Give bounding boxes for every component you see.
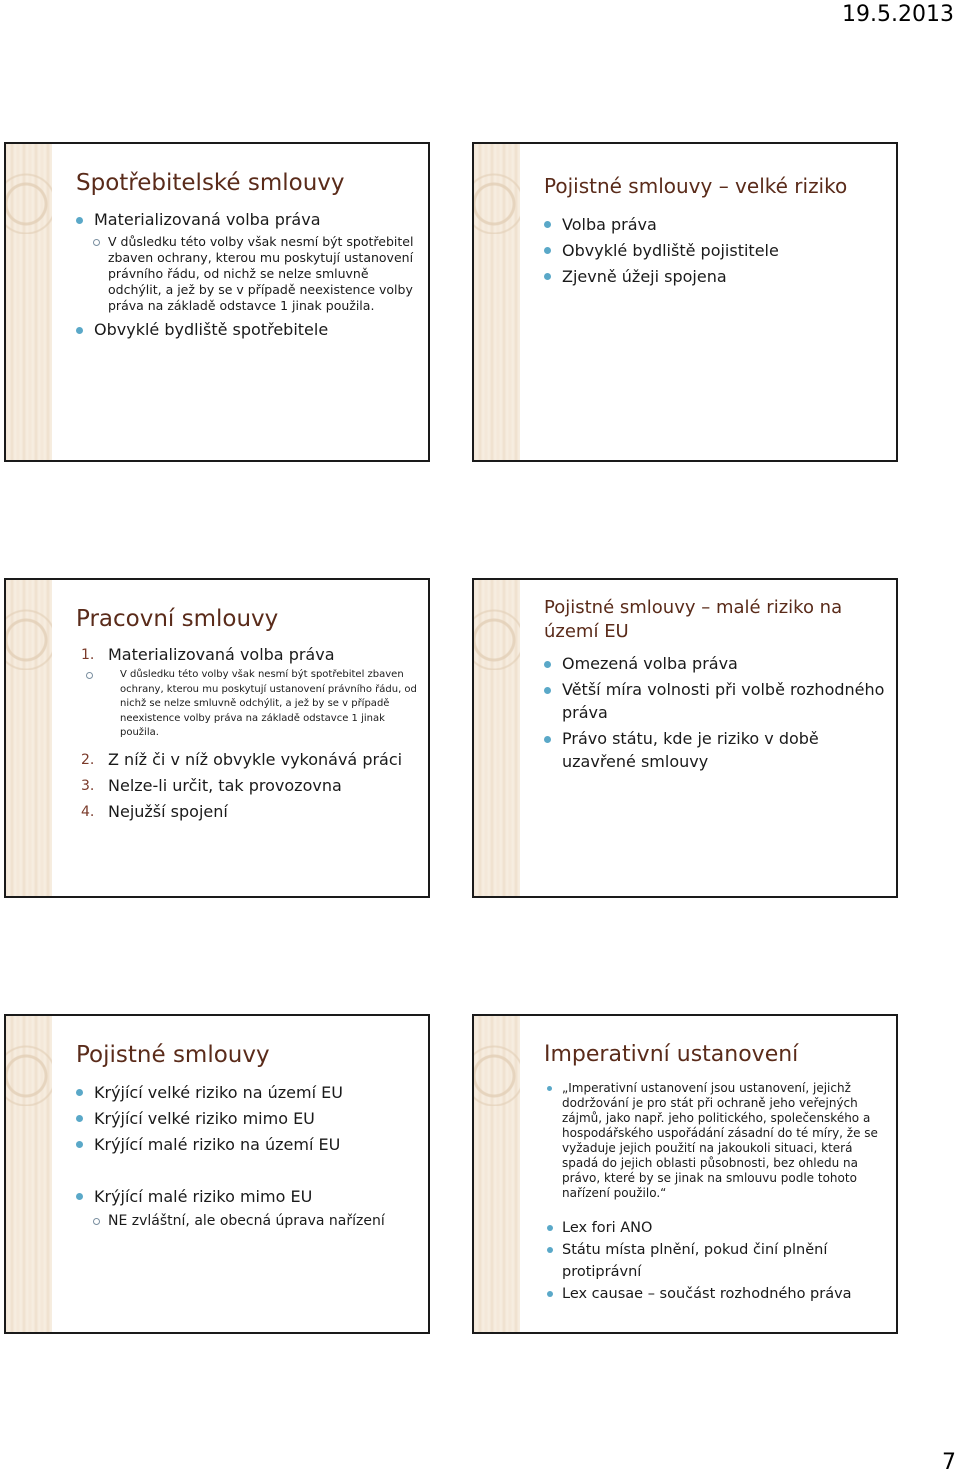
numbered-item [76,747,418,773]
quote-text: „Imperativní ustanovení jsou ustanovení, jejichž dodržování je pro stát při ochraně jeho veřejných zájmů, jako např. jeho politického, společenského a hospodářského uspořádání zásadní do té míry, že se vyžaduje jejich použití na jakoukoli situaci, která spadá do jejich oblasti působnosti, bez ohledu na právo, které by se jinak na smlouvu podle tohoto nařízení použilo.“ [562,1081,878,1200]
numbered-item [76,642,418,668]
bullet-text: Krýjící malé riziko na území EU [94,1135,341,1154]
bullet-text: Krýjící velké riziko na území EU [94,1083,343,1102]
bullet-text: Obvyklé bydliště spotřebitele [94,320,329,339]
bullet-dot-icon [76,217,83,224]
numbered-item [76,799,418,825]
item-number: 3. [81,777,95,794]
bullet-list [76,1080,418,1232]
slide-title: Spotřebitelské smlouvy [76,170,345,196]
bullet-item [544,264,886,290]
bullet-item [544,652,886,675]
bullet-dot-icon [544,736,551,743]
sub-bullet-text: V důsledku této volby však nesmí být spotřebitel zbaven ochrany, kterou mu poskytují ustanovení právního řádu, od nichž se nelze smluvně odchýlit, a jež by se v případě neexistence volby práva na základě odstavce 1 jinak použila. [108,234,414,313]
slide-decor-strip [474,144,520,460]
item-text: Nejužší spojení [108,801,228,821]
sub-bullet-text: NE zvláštní, ale obecná úprava nařízení [108,1213,385,1229]
bullet-item [76,1132,418,1158]
slide-pracovni-smlouvy [4,578,430,898]
bullet-item [544,238,886,264]
bullet-item [544,1239,886,1283]
bullet-text: Materializovaná volba práva [94,210,321,229]
document-date: 19.5.2013 [842,2,954,27]
bullet-dot-icon [544,221,551,228]
bullet-text: Právo státu, kde je riziko v době uzavřené smlouvy [562,729,819,771]
slide-title: Imperativní ustanovení [544,1042,799,1067]
bullet-item [544,212,886,238]
slide-decor-strip [6,580,52,896]
slide-title: Pojistné smlouvy [76,1042,270,1068]
bullet-list [76,208,418,342]
slide-decor-strip [474,580,520,896]
sub-bullet-item [76,234,418,314]
sub-bullet-item [76,1210,418,1232]
item-number: 4. [81,803,95,820]
circle-bullet-icon [93,1218,100,1225]
bullet-list [544,212,886,290]
bullet-text: Zjevně úžeji spojena [562,267,727,286]
quote-item [544,1081,886,1201]
slide-decor-strip [6,144,52,460]
slide-imperativni-ustanoveni [472,1014,898,1334]
bullet-text: Lex causae – součást rozhodného práva [562,1286,852,1302]
item-text: Nelze-li určit, tak provozovna [108,775,342,795]
slide-decor-strip [6,1016,52,1332]
slide-title: Pojistné smlouvy – malé riziko na území EU [544,597,843,642]
bullet-dot-icon [76,1193,83,1200]
bullet-text: Omezená volba práva [562,654,738,673]
item-number: 1. [81,647,95,663]
bullet-text: Lex fori ANO [562,1220,653,1236]
bullet-item [544,678,886,724]
sub-bullet-text: V důsledku této volby však nesmí být spotřebitel zbaven ochrany, kterou mu poskytují ustanovení právního řádu, od nichž se nelze smluvně odchýlit, a jež by se v případě neexistence volby práva na základě odstavce 1 jinak použila. [120,669,417,738]
bullet-dot-icon [544,247,551,254]
bullet-dot-icon [547,1225,553,1231]
slide-title: Pracovní smlouvy [76,606,279,632]
bullet-item [544,1283,886,1305]
bullet-text: Větší míra volnosti při volbě rozhodného práva [562,680,885,722]
item-text: Materializovaná volba práva [108,645,335,664]
bullet-dot-icon [544,687,551,694]
bullet-text: Státu místa plnění, pokud činí plnění protiprávní [562,1242,828,1280]
item-number: 2. [81,751,95,768]
bullet-dot-icon [544,273,551,280]
bullet-list [544,652,886,773]
bullet-dot-icon [76,327,83,334]
bullet-dot-icon [547,1291,553,1297]
page-number: 7 [942,1450,956,1475]
bullet-item [76,318,418,342]
bullet-dot-icon [76,1141,83,1148]
bullet-item [544,727,886,773]
sub-bullet-item [76,668,418,741]
circle-bullet-icon [93,239,100,246]
bullet-text: Krýjící velké riziko mimo EU [94,1109,315,1128]
numbered-item [76,773,418,799]
slide-pojistne-male-riziko-eu [472,578,898,898]
bullet-item [76,1080,418,1106]
slide-pojistne-smlouvy [4,1014,430,1334]
bullet-item [76,1184,418,1210]
bullet-list [544,1081,886,1305]
item-text: Z níž či v níž obvykle vykonává práci [108,749,403,769]
circle-bullet-icon [86,672,93,679]
bullet-dot-icon [547,1086,552,1091]
slide-spotrebitelske-smlouvy [4,142,430,462]
bullet-text: Obvyklé bydliště pojistitele [562,241,779,260]
bullet-item [76,208,418,232]
bullet-text: Volba práva [562,215,657,234]
slide-decor-strip [474,1016,520,1332]
bullet-dot-icon [76,1089,83,1096]
bullet-dot-icon [76,1115,83,1122]
bullet-item [544,1217,886,1239]
slide-pojistne-velke-riziko [472,142,898,462]
bullet-item [76,1106,418,1132]
slide-title: Pojistné smlouvy – velké riziko [544,174,848,198]
bullet-dot-icon [544,661,551,668]
bullet-text: Krýjící malé riziko mimo EU [94,1187,313,1206]
numbered-list [76,642,418,825]
bullet-dot-icon [547,1247,553,1253]
